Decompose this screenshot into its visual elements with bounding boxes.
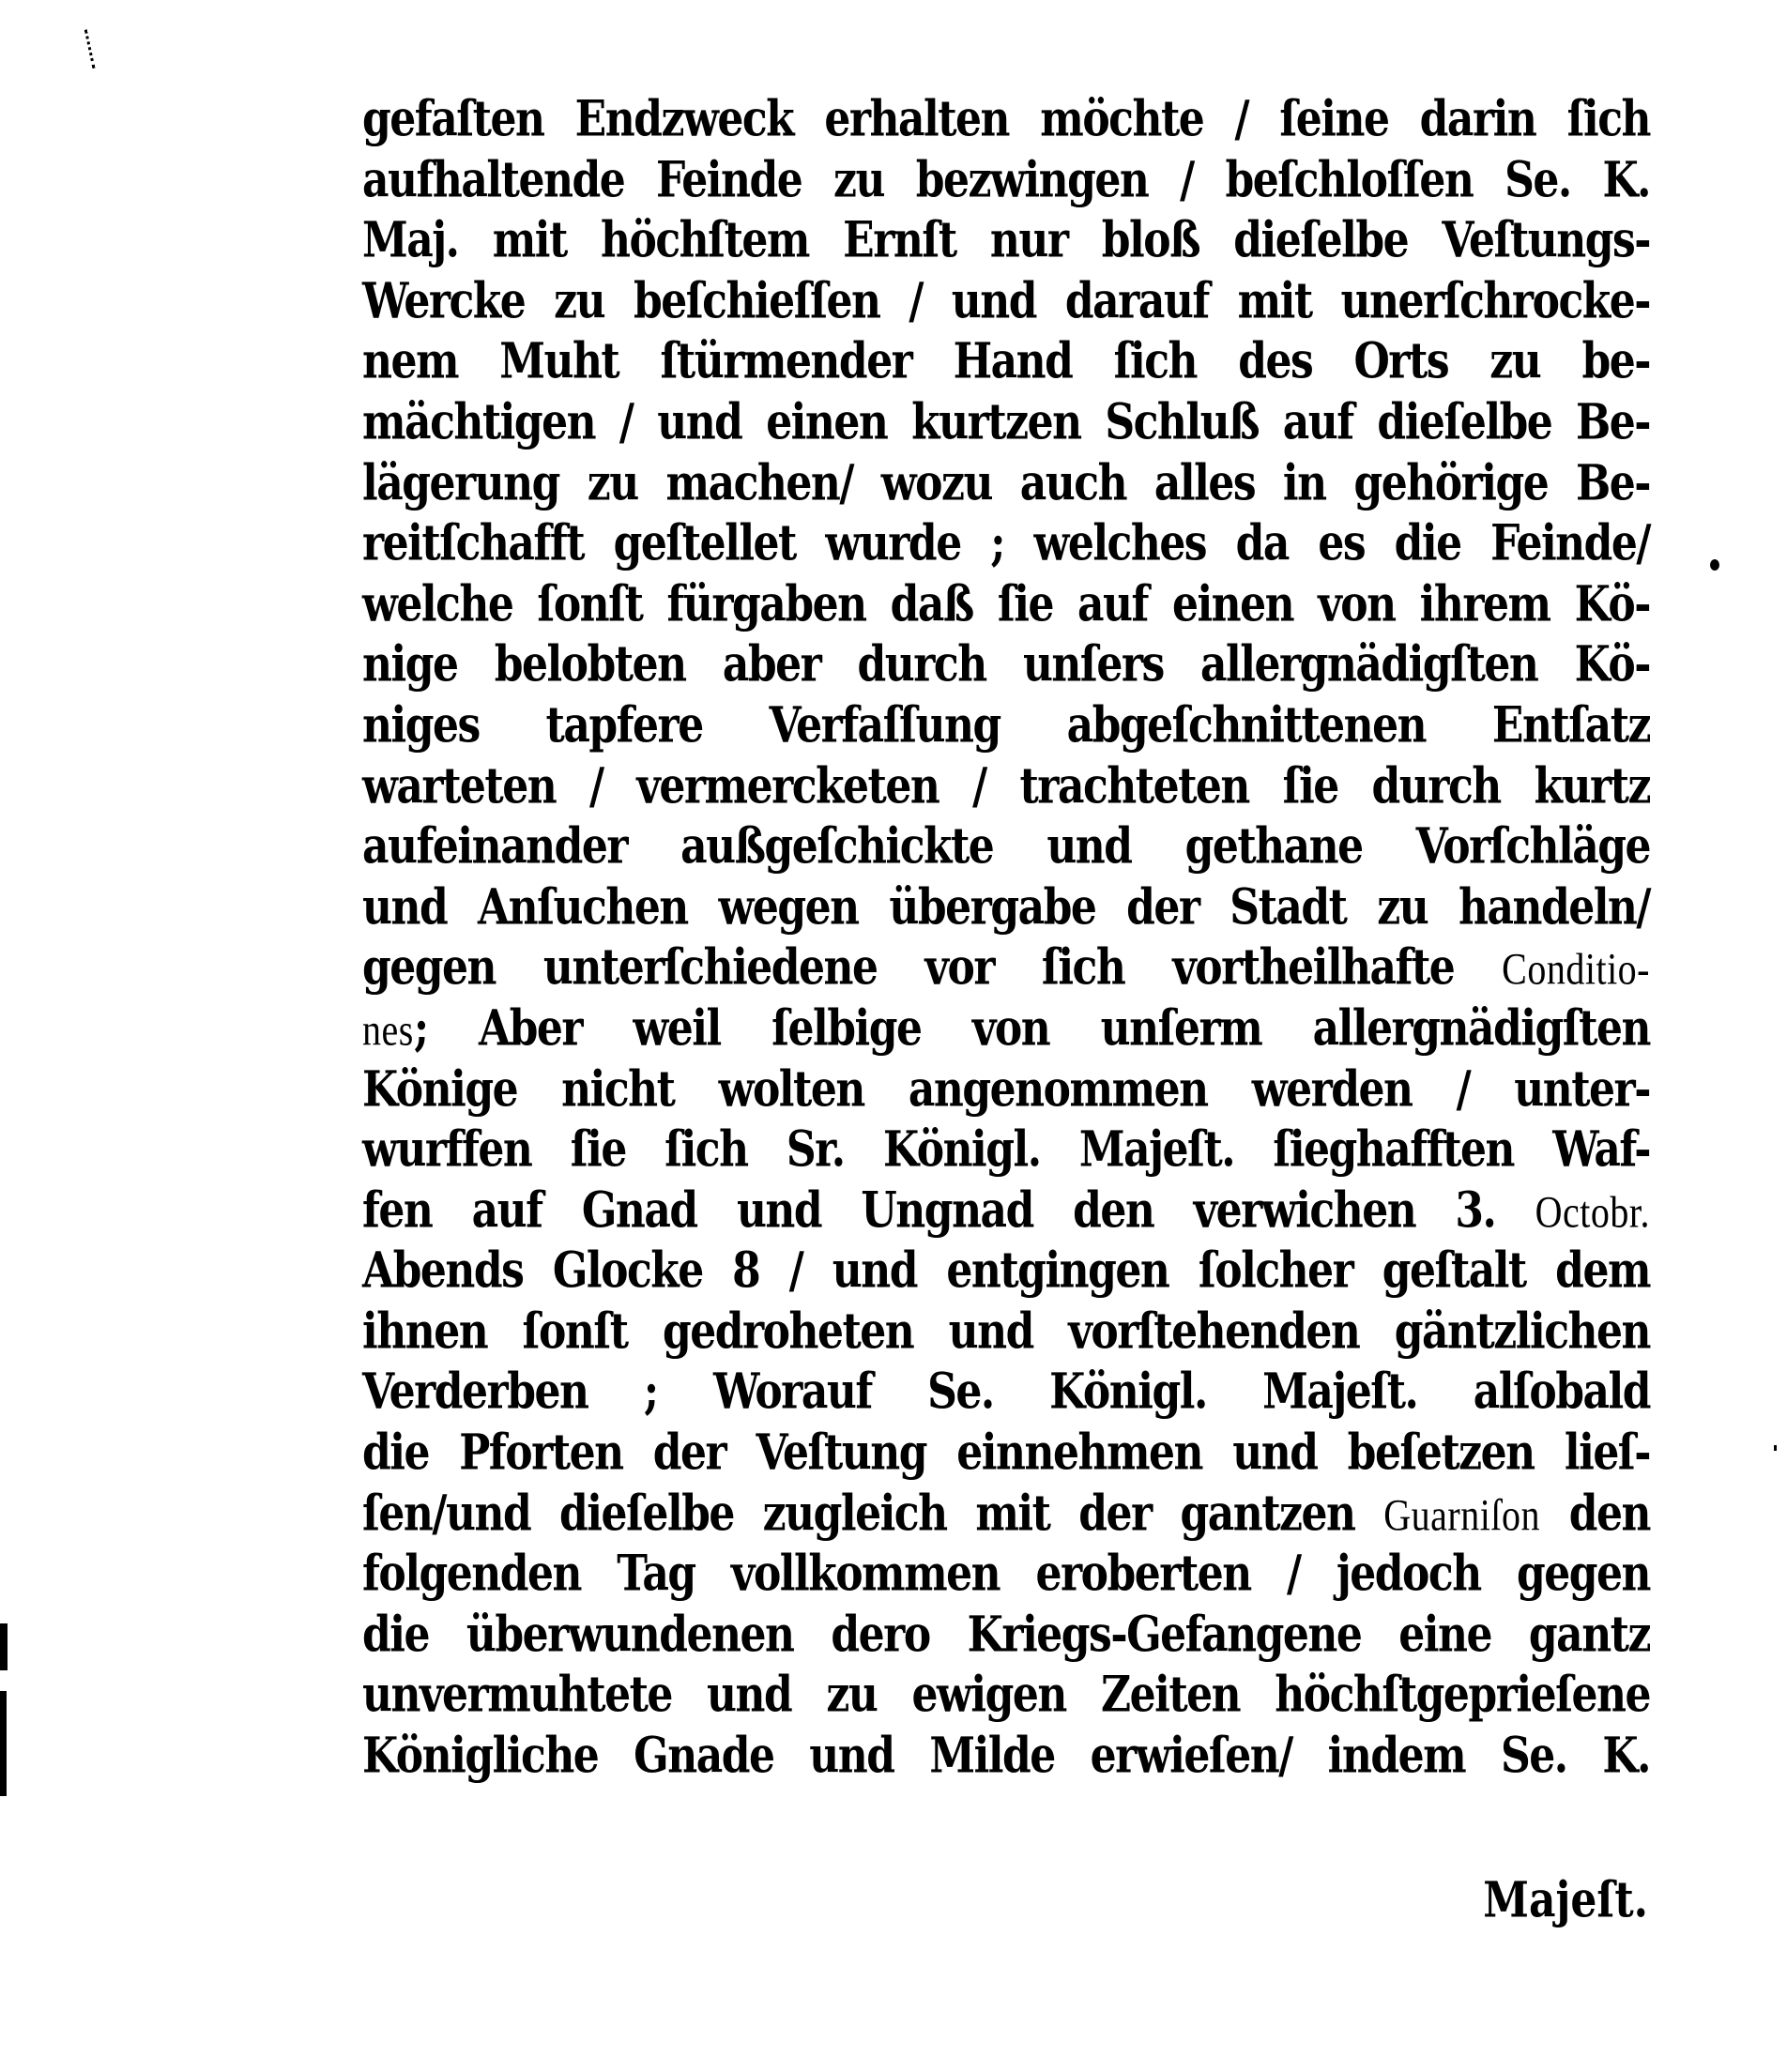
latin-word: Guarniſon [1383, 1489, 1540, 1540]
text-line: aufeinander außgeſchickte und gethane Vorſchläge [362, 818, 1650, 876]
text-line: lägerung zu machen/ wozu auch alles in gehörige Be- [362, 454, 1650, 512]
text-line: Maj. mit höchſtem Ernſt nur bloß dieſelbe Veſtungs- [362, 212, 1650, 269]
text-line: warteten / vermercketen / trachteten ſie durch kurtz [362, 757, 1650, 815]
text-line: Abends Glocke 8 / und entgingen ſolcher geſtalt dem [362, 1242, 1650, 1300]
text-line: wurffen ſie ſich Sr. Königl. Majeſt. ſieghafften Waf- [362, 1121, 1650, 1179]
text-line: gefaſten Endzweck erhalten möchte / ſeine darin ſich [362, 91, 1650, 148]
text-line: Königliche Gnade und Milde erwieſen/ indem Se. K. [362, 1728, 1650, 1785]
fraktur-text: fen auf Gnad und Ungnad den verwichen 3. [362, 1181, 1535, 1240]
text-line: nige belobten aber durch unſers allergnädigſten Kö- [362, 636, 1650, 693]
scan-artifact-left-edge [0, 1691, 7, 1796]
text-line: Verderben ; Worauf Se. Königl. Majeſt. alſobald [362, 1364, 1650, 1421]
body-text [362, 90, 1650, 1788]
text-line: niges tapfere Verfaſſung abgeſchnittenen Entſatz [362, 697, 1650, 754]
text-line: folgenden Tag vollkommen eroberten / jedoch gegen [362, 1546, 1650, 1603]
scan-artifact-speck [1774, 1445, 1777, 1451]
text-line: aufhaltende Feinde zu bezwingen / beſchloſſen Se. K. [362, 151, 1650, 209]
catchword: Majeſt. [1483, 1872, 1648, 1929]
scan-artifact-left-edge [0, 1623, 8, 1670]
scan-artifact-mark [84, 27, 106, 69]
fraktur-text: den [1539, 1485, 1650, 1543]
text-line: welche ſonſt fürgaben daß ſie auf einen von ihrem Kö- [362, 576, 1650, 633]
scan-artifact-dot [1710, 559, 1719, 571]
text-line: nem Muht ſtürmender Hand ſich des Orts zu be- [362, 333, 1650, 390]
fraktur-text: gegen unterſchiedene vor ſich vortheilhafte [362, 939, 1503, 997]
fraktur-text: ſen/und dieſelbe zugleich mit der gantzen [362, 1485, 1384, 1543]
fraktur-text: ; Aber weil ſelbige von unſerm allergnädigſten [413, 1000, 1650, 1058]
text-line: Könige nicht wolten angenommen werden / unter- [362, 1060, 1650, 1118]
text-line: und Anſuchen wegen übergabe der Stadt zu handeln/ [362, 878, 1650, 937]
text-line: die Pforten der Veſtung einnehmen und beſetzen lieſ- [362, 1424, 1650, 1482]
text-line: ihnen ſonſt gedroheten und vorſtehenden gäntzlichen [362, 1303, 1650, 1361]
text-line: reitſchafft geſtellet wurde ; welches da es die Feinde/ [362, 515, 1650, 572]
latin-word: nes [362, 1004, 414, 1055]
latin-word: Octobr. [1535, 1186, 1650, 1237]
text-line: Wercke zu beſchieſſen / und darauf mit unerſchrocke- [362, 273, 1650, 330]
text-line: unvermuhtete und zu ewigen Zeiten höchſtgeprieſene [362, 1667, 1650, 1724]
latin-word: Conditio- [1502, 944, 1650, 995]
text-line: mächtigen / und einen kurtzen Schluß auf dieſelbe Be- [362, 394, 1650, 451]
text-line: die überwundenen dero Kriegs-Gefangene eine gantz [362, 1607, 1650, 1664]
